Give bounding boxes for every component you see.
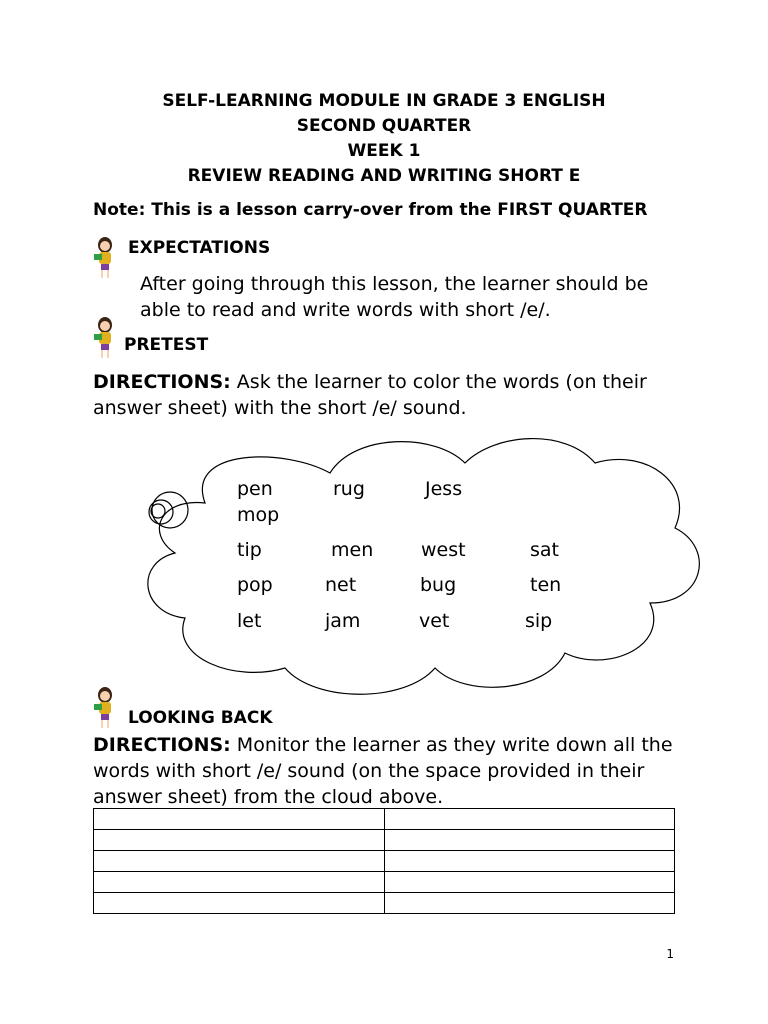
cloud-word: mop	[237, 504, 280, 526]
directions-label: DIRECTIONS:	[93, 371, 231, 393]
teacher-girl-icon	[90, 236, 120, 280]
table-row	[94, 830, 675, 851]
looking-back-heading: LOOKING BACK	[128, 708, 273, 728]
cloud-word: pop	[237, 574, 273, 596]
directions-text: Ask the learner to color the words (on their	[230, 371, 647, 393]
cloud-word: tip	[237, 539, 262, 561]
answer-cell[interactable]	[94, 851, 385, 872]
looking-back-directions-line-3: answer sheet) from the cloud above.	[93, 786, 444, 808]
expectations-heading: EXPECTATIONS	[128, 238, 271, 258]
week-title: WEEK 1	[347, 141, 421, 161]
quarter-title: SECOND QUARTER	[296, 116, 472, 136]
pretest-directions-line-1	[93, 369, 647, 395]
cloud-word: bug	[420, 574, 457, 596]
expectations-line-1: After going through this lesson, the learner should be	[140, 273, 649, 295]
directions-label: DIRECTIONS:	[93, 734, 231, 756]
answer-cell[interactable]	[94, 872, 385, 893]
cloud-word: ten	[530, 574, 562, 596]
page-number: 1	[666, 947, 674, 961]
answer-cell[interactable]	[94, 809, 385, 830]
carry-over-note: Note: This is a lesson carry-over from the FIRST QUARTER	[93, 200, 648, 220]
pretest-heading: PRETEST	[124, 335, 209, 355]
answer-cell[interactable]	[384, 851, 675, 872]
table-row	[94, 809, 675, 830]
answer-cell[interactable]	[384, 872, 675, 893]
cloud-word: west	[421, 539, 466, 561]
answer-cell[interactable]	[94, 830, 385, 851]
cloud-word: rug	[333, 478, 365, 500]
pretest-directions-line-2: answer sheet) with the short /e/ sound.	[93, 397, 467, 419]
answer-cell[interactable]	[384, 893, 675, 914]
answer-table	[93, 808, 675, 914]
answer-cell[interactable]	[384, 830, 675, 851]
looking-back-directions-line-2: words with short /e/ sound (on the space provided in their	[93, 760, 645, 782]
lesson-title: REVIEW READING AND WRITING SHORT E	[187, 166, 581, 186]
teacher-girl-icon	[90, 316, 120, 360]
expectations-line-2: able to read and write words with short /e/.	[140, 299, 551, 321]
module-title: SELF-LEARNING MODULE IN GRADE 3 ENGLISH	[162, 91, 606, 111]
cloud-word: pen	[237, 478, 273, 500]
cloud-word: jam	[325, 610, 361, 632]
cloud-word: let	[237, 610, 262, 632]
answer-cell[interactable]	[384, 809, 675, 830]
word-cloud	[135, 428, 705, 698]
table-row	[94, 851, 675, 872]
cloud-word: men	[331, 539, 374, 561]
looking-back-directions-line-1	[93, 732, 673, 758]
cloud-word: net	[325, 574, 357, 596]
cloud-word: sat	[530, 539, 559, 561]
cloud-word: sip	[525, 610, 553, 632]
table-row	[94, 872, 675, 893]
table-row	[94, 893, 675, 914]
cloud-word: vet	[419, 610, 450, 632]
teacher-girl-icon	[90, 686, 120, 730]
directions-text: Monitor the learner as they write down all the	[230, 734, 673, 756]
answer-cell[interactable]	[94, 893, 385, 914]
cloud-word: Jess	[425, 478, 463, 500]
